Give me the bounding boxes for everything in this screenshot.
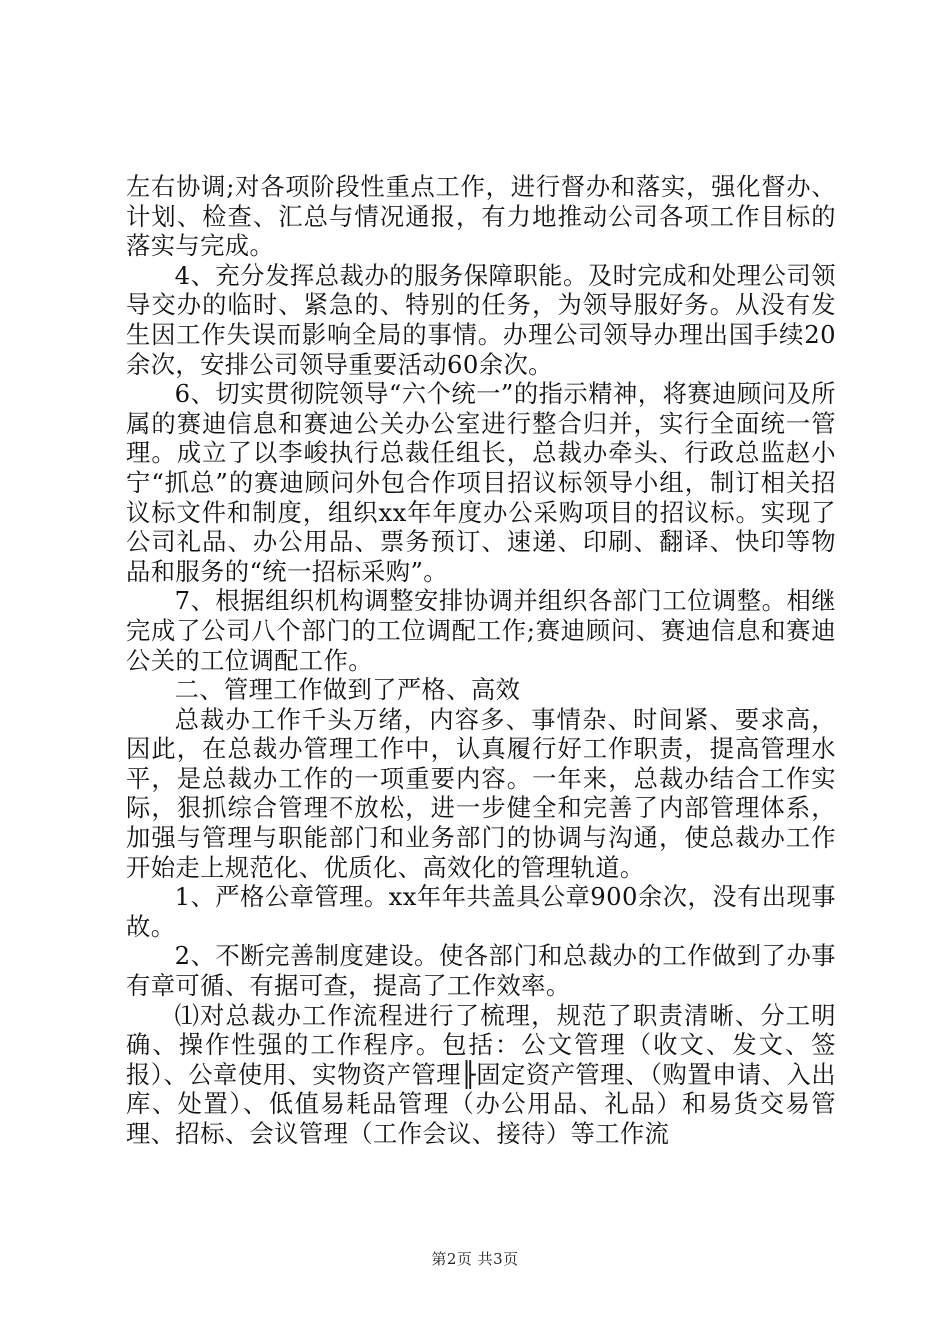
paragraph-intro: 总裁办工作千头万绪，内容多、事情杂、时间紧、要求高，因此，在总裁办管理工作中，认真履行好工作职责，提高管理水平，是总裁办工作的一项重要内容。一年来，总裁办结合工作实际，狠抓综合管理不放松，进一步健全和完善了内部管理体系，加强与管理与职能部门和业务部门的协调与沟通，使总裁办工作开始走上规范化、优质化、高效化的管理轨道。: [126, 704, 836, 882]
paragraph-item-4: 4、充分发挥总裁办的服务保障职能。及时完成和处理公司领导交办的临时、紧急的、特别的任务，为领导服好务。从没有发生因工作失误而影响全局的事情。办理公司领导办理出国手续20余次，安排公司领导重要活动60余次。: [126, 260, 836, 379]
section-heading: 二、管理工作做到了严格、高效: [174, 675, 521, 705]
paragraph-item-1: 1、严格公章管理。xx年年共盖具公章900余次，没有出现事故。: [126, 882, 836, 941]
paragraph-item-7: 7、根据组织机构调整安排协调并组织各部门工位调整。相继完成了公司八个部门的工位调配工作;赛迪顾问、赛迪信息和赛迪公关的工位调配工作。: [126, 586, 836, 675]
paragraph-item-2: 2、不断完善制度建设。使各部门和总裁办的工作做到了办事有章可循、有据可查，提高了工作效率。: [126, 941, 836, 1001]
paragraph-item-6: 6、切实贯彻院领导“六个统一”的指示精神，将赛迪顾问及所属的赛迪信息和赛迪公关办公室进行整合归并，实行全面统一管理。成立了以李峻执行总裁任组长，总裁办牵头、行政总监赵小宁“抓总”的赛迪顾问外包合作项目招议标领导小组，制订相关招议标文件和制度，组织xx年年度办公采购项目的招议标。实现了公司礼品、办公用品、票务预订、速递、印刷、翻译、快印等物品和服务的“统一招标采购”。: [126, 379, 836, 586]
paragraph-subitem-1: ⑴对总裁办工作流程进行了梳理，规范了职责清晰、分工明确、操作性强的工作程序。包括：公文管理（收文、发文、签报）、公章使用、实物资产管理╟固定资产管理、（购置申请、入出库、处置）、低值易耗品管理（办公用品、礼品）和易货交易管理、招标、会议管理（工作会议、接待）等工作流: [126, 1000, 836, 1148]
page-footer: 第2页 共3页: [431, 1250, 519, 1268]
document-body: [126, 172, 836, 1149]
paragraph-continuation: 左右协调;对各项阶段性重点工作，进行督办和落实，强化督办、计划、检查、汇总与情况通报，有力地推动公司各项工作目标的落实与完成。: [126, 172, 836, 261]
